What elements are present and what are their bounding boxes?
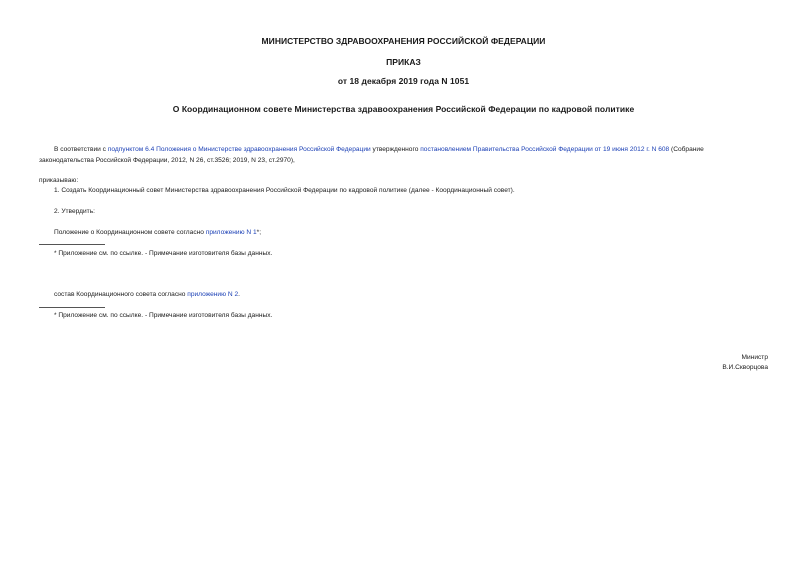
document-type: ПРИКАЗ — [386, 57, 421, 67]
government-decree-link[interactable]: постановлением Правительства Российской Федерации от 19 июня 2012 г. N 608 — [420, 146, 670, 153]
approve-item-1-text: Положение о Координационном совете согласно — [54, 229, 206, 236]
approve-item-1-suffix: *; — [256, 229, 262, 236]
approve-item-2 — [54, 290, 240, 301]
approve-item-2-text: состав Координационного совета согласно — [54, 291, 188, 298]
document-date-number: от 18 декабря 2019 года N 1051 — [337, 76, 470, 86]
preamble-text-3: (Собрание — [669, 146, 704, 153]
document-subject: О Координационном совете Министерства здравоохранения Российской Федерации по кадровой политике — [172, 104, 635, 114]
ministry-heading: МИНИСТЕРСТВО ЗДРАВООХРАНЕНИЯ РОССИЙСКОЙ ФЕДЕРАЦИИ — [261, 36, 546, 46]
footnote-2: * Приложение см. по ссылке. - Примечание изготовителя базы данных. — [54, 312, 273, 319]
footnote-rule-1 — [39, 244, 105, 245]
regulation-link[interactable]: подпунктом 6.4 Положения о Министерстве здравоохранения Российской Федерации — [107, 146, 371, 153]
preamble-text-1: В соответствии с — [54, 146, 108, 153]
footnote-rule-2 — [39, 307, 105, 308]
appendix-2-link[interactable]: приложению N 2 — [187, 291, 239, 298]
approve-item-2-suffix: . — [238, 291, 240, 298]
signatory-name: В.И.Скворцова — [722, 364, 768, 371]
appendix-1-link[interactable]: приложению N 1 — [205, 229, 257, 236]
order-word: приказываю: — [39, 177, 79, 184]
preamble-line-1 — [54, 145, 704, 156]
preamble-line-2: законодательства Российской Федерации, 2012, N 26, ст.3526; 2019, N 23, ст.2970), — [39, 156, 295, 164]
footnote-1: * Приложение см. по ссылке. - Примечание изготовителя базы данных. — [54, 250, 273, 257]
preamble-text-2: утвержденного — [370, 146, 421, 153]
signatory-title: Министр — [741, 354, 768, 361]
item-1: 1. Создать Координационный совет Министерства здравоохранения Российской Федерации по кадровой политике (далее - Координационный совет). — [54, 187, 515, 194]
approve-item-1 — [54, 228, 261, 239]
item-2: 2. Утвердить: — [54, 208, 95, 215]
